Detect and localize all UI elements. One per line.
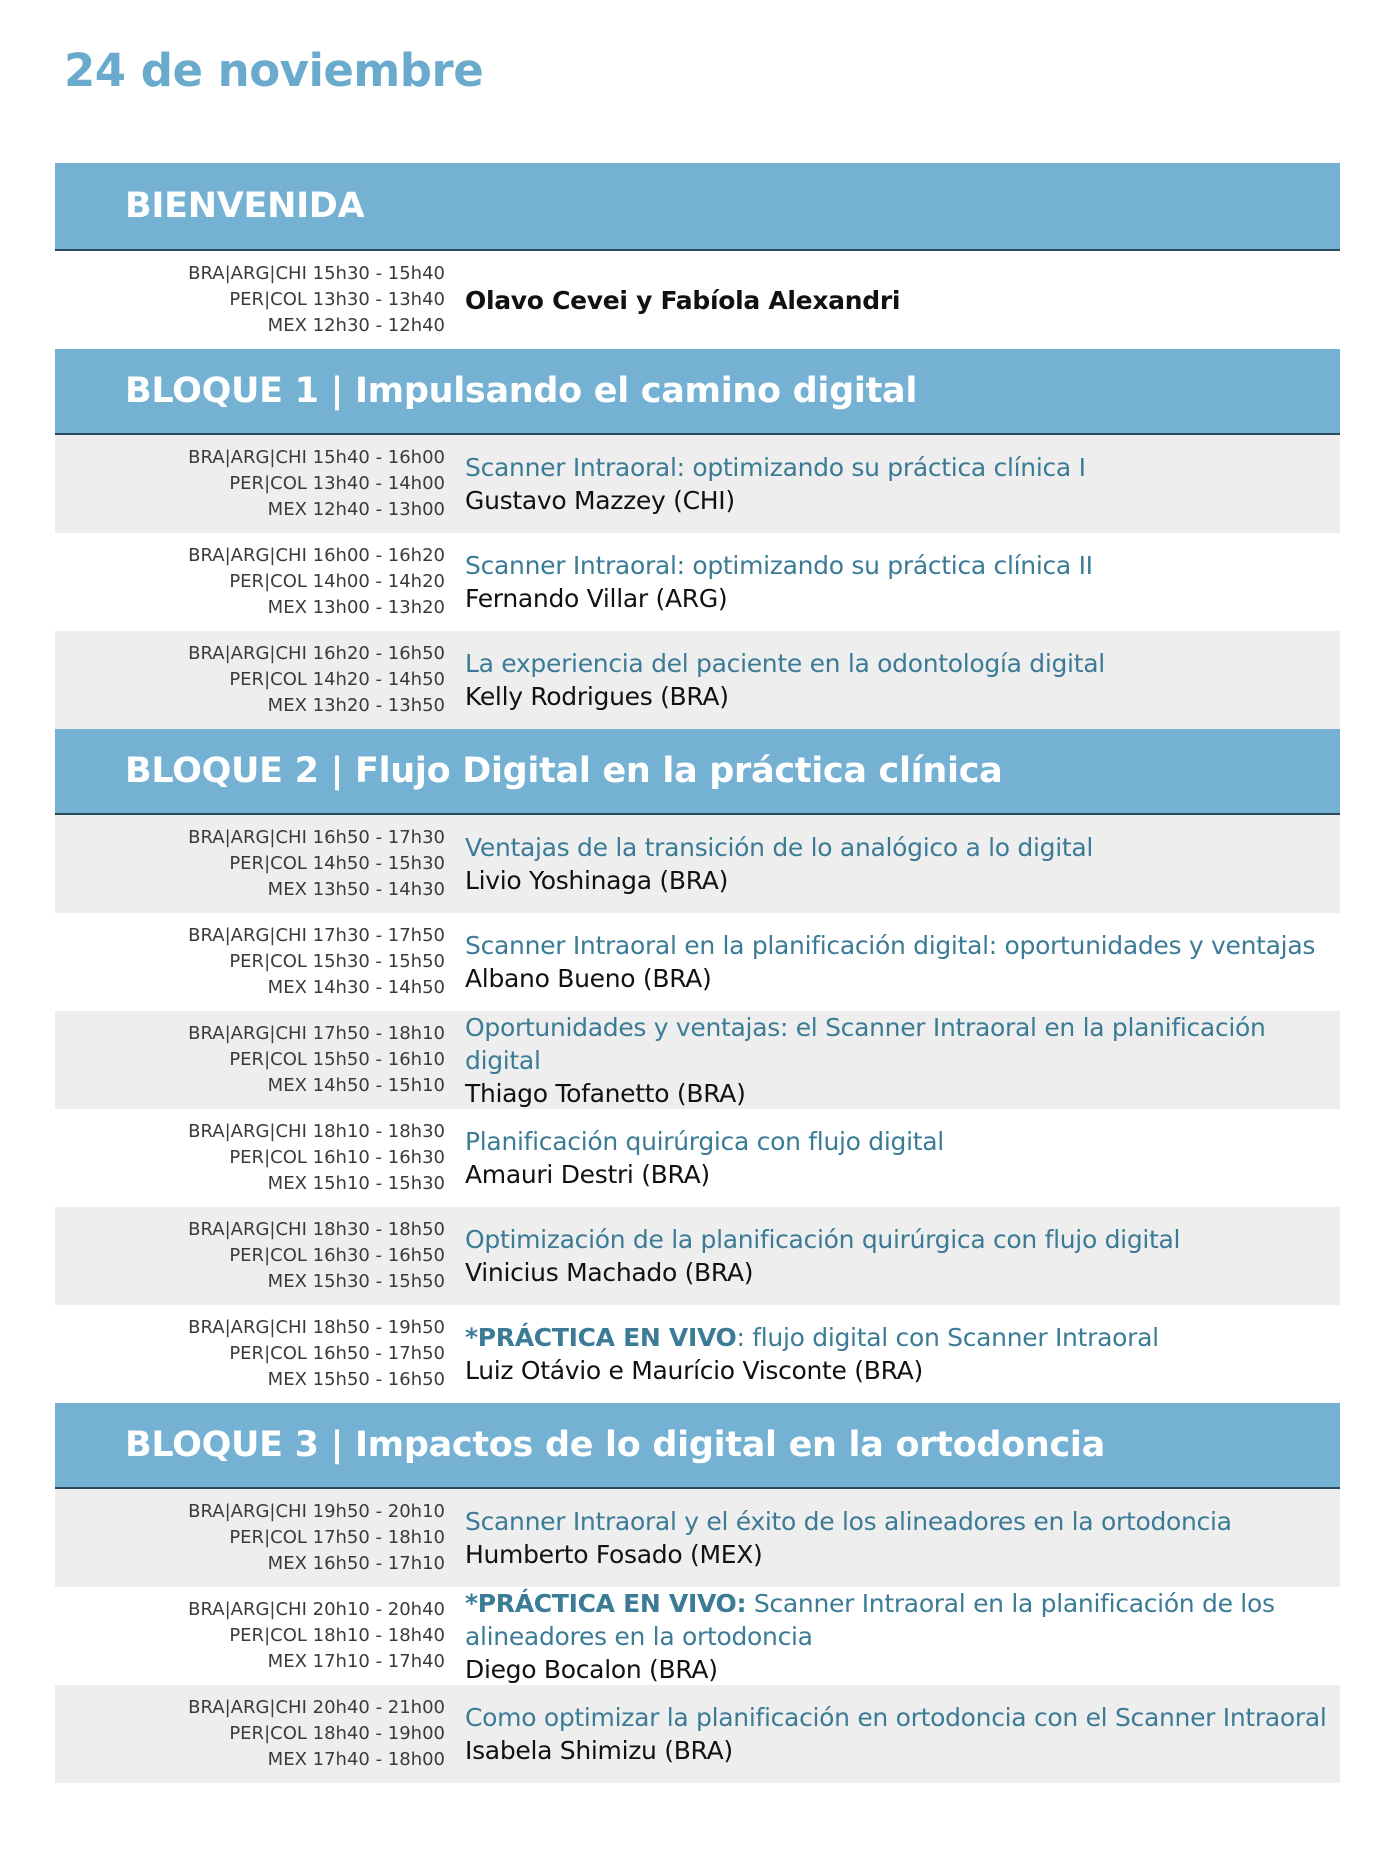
time-mex: MEX 14h30 - 14h50	[267, 977, 445, 998]
time-per-col: PER|COL 16h10 - 16h30	[229, 1147, 445, 1168]
section-header-bloque-2: BLOQUE 2 | Flujo Digital en la práctica clínica	[55, 729, 1340, 815]
time-per-col: PER|COL 15h50 - 16h10	[229, 1049, 445, 1070]
session-info	[445, 1223, 1188, 1289]
schedule	[55, 163, 1340, 1783]
session-title: Scanner Intraoral en la planificación digital: oportunidades y ventajas	[465, 931, 1316, 960]
time-bra-arg-chi: BRA|ARG|CHI 18h10 - 18h30	[188, 1121, 445, 1142]
time-bra-arg-chi: BRA|ARG|CHI 18h50 - 19h50	[188, 1317, 445, 1338]
time-per-col: PER|COL 14h00 - 14h20	[229, 571, 445, 592]
session-speaker: Gustavo Mazzey (CHI)	[465, 486, 735, 515]
session-info	[445, 451, 1094, 517]
time-per-col: PER|COL 15h30 - 15h50	[229, 951, 445, 972]
session-row	[55, 1685, 1340, 1783]
session-info	[445, 831, 1101, 897]
page-title: 24 de noviembre	[64, 44, 484, 97]
session-speaker: Isabela Shimizu (BRA)	[465, 1736, 733, 1765]
time-bra-arg-chi: BRA|ARG|CHI 20h10 - 20h40	[188, 1599, 445, 1620]
time-bra-arg-chi: BRA|ARG|CHI 18h30 - 18h50	[188, 1219, 445, 1240]
session-info	[445, 1321, 1167, 1387]
session-title	[465, 1321, 1159, 1354]
session-title: Scanner Intraoral y el éxito de los alineadores en la ortodoncia	[465, 1507, 1232, 1536]
time-mex: MEX 17h40 - 18h00	[267, 1749, 445, 1770]
live-practice-label: *PRÁCTICA EN VIVO:	[465, 1588, 747, 1618]
time-bra-arg-chi: BRA|ARG|CHI 16h00 - 16h20	[188, 545, 445, 566]
session-title: Ventajas de la transición de lo analógico a lo digital	[465, 833, 1094, 862]
session-info	[445, 1125, 952, 1191]
session-speaker: Diego Bocalon (BRA)	[465, 1654, 718, 1684]
time-bra-arg-chi: BRA|ARG|CHI 17h30 - 17h50	[188, 925, 445, 946]
time-mex: MEX 13h00 - 13h20	[267, 597, 445, 618]
session-times	[55, 641, 445, 719]
session-times	[55, 1499, 445, 1577]
session-title: Como optimizar la planificación en ortodoncia con el Scanner Intraoral	[465, 1703, 1327, 1732]
time-bra-arg-chi: BRA|ARG|CHI 16h20 - 16h50	[188, 643, 445, 664]
session-times	[55, 543, 445, 621]
session-title	[465, 1587, 1332, 1653]
session-speaker: Livio Yoshinaga (BRA)	[465, 866, 729, 895]
section-header-bienvenida: BIENVENIDA	[55, 163, 1340, 251]
time-mex: MEX 12h30 - 12h40	[267, 315, 445, 336]
session-row	[55, 1207, 1340, 1305]
session-speaker: Olavo Cevei y Fabíola Alexandri	[465, 285, 901, 315]
session-info	[445, 929, 1323, 995]
time-per-col: PER|COL 18h10 - 18h40	[229, 1625, 445, 1646]
time-per-col: PER|COL 16h50 - 17h50	[229, 1343, 445, 1364]
session-info	[445, 647, 1113, 713]
time-mex: MEX 15h30 - 15h50	[267, 1271, 445, 1292]
session-row	[55, 435, 1340, 533]
time-per-col: PER|COL 13h40 - 14h00	[229, 473, 445, 494]
time-bra-arg-chi: BRA|ARG|CHI 17h50 - 18h10	[188, 1023, 445, 1044]
session-row	[55, 1109, 1340, 1207]
time-bra-arg-chi: BRA|ARG|CHI 19h50 - 20h10	[188, 1501, 445, 1522]
session-times	[55, 445, 445, 523]
session-row	[55, 1587, 1340, 1685]
session-info	[445, 1505, 1240, 1571]
session-times	[55, 825, 445, 903]
time-per-col: PER|COL 14h50 - 15h30	[229, 853, 445, 874]
time-bra-arg-chi: BRA|ARG|CHI 16h50 - 17h30	[188, 827, 445, 848]
session-info	[445, 284, 908, 317]
time-per-col: PER|COL 16h30 - 16h50	[229, 1245, 445, 1266]
time-mex: MEX 13h20 - 13h50	[267, 695, 445, 716]
session-row	[55, 1489, 1340, 1587]
time-mex: MEX 12h40 - 13h00	[267, 499, 445, 520]
session-title: La experiencia del paciente en la odontología digital	[465, 649, 1105, 678]
section-header-bloque-1: BLOQUE 1 | Impulsando el camino digital	[55, 349, 1340, 435]
session-speaker: Luiz Otávio e Maurício Visconte (BRA)	[465, 1356, 923, 1385]
session-title: Oportunidades y ventajas: el Scanner Intraoral en la planificación digital	[465, 1012, 1266, 1075]
session-speaker: Kelly Rodrigues (BRA)	[465, 682, 729, 711]
session-title: Scanner Intraoral: optimizando su práctica clínica I	[465, 453, 1086, 482]
session-times	[55, 1217, 445, 1295]
section-header-bloque-3: BLOQUE 3 | Impactos de lo digital en la ortodoncia	[55, 1403, 1340, 1489]
session-speaker: Vinicius Machado (BRA)	[465, 1258, 754, 1287]
time-mex: MEX 13h50 - 14h30	[267, 879, 445, 900]
time-bra-arg-chi: BRA|ARG|CHI 15h30 - 15h40	[188, 263, 445, 284]
session-info	[445, 1587, 1340, 1686]
session-welcome	[55, 251, 1340, 349]
session-speaker: Humberto Fosado (MEX)	[465, 1540, 763, 1569]
time-per-col: PER|COL 14h20 - 14h50	[229, 669, 445, 690]
session-title-text: : flujo digital con Scanner Intraoral	[736, 1323, 1159, 1352]
session-title: Scanner Intraoral: optimizando su práctica clínica II	[465, 551, 1093, 580]
session-title: Planificación quirúrgica con flujo digital	[465, 1127, 944, 1156]
session-title: Optimización de la planificación quirúrgica con flujo digital	[465, 1225, 1181, 1254]
session-row	[55, 533, 1340, 631]
session-row	[55, 815, 1340, 913]
time-mex: MEX 16h50 - 17h10	[267, 1553, 445, 1574]
time-bra-arg-chi: BRA|ARG|CHI 15h40 - 16h00	[188, 447, 445, 468]
session-times	[55, 1119, 445, 1197]
session-times	[55, 923, 445, 1001]
session-times	[55, 1315, 445, 1393]
session-title-text: Scanner Intraoral en la planificación de los alineadores en la ortodoncia	[465, 1588, 1275, 1651]
session-speaker: Amauri Destri (BRA)	[465, 1160, 710, 1189]
session-times	[55, 261, 445, 339]
session-speaker: Thiago Tofanetto (BRA)	[465, 1078, 746, 1108]
time-per-col: PER|COL 13h30 - 13h40	[229, 289, 445, 310]
session-info	[445, 1011, 1340, 1110]
live-practice-label: *PRÁCTICA EN VIVO	[465, 1323, 737, 1352]
time-per-col: PER|COL 18h40 - 19h00	[229, 1723, 445, 1744]
session-row	[55, 1305, 1340, 1403]
session-info	[445, 1701, 1335, 1767]
time-mex: MEX 15h50 - 16h50	[267, 1369, 445, 1390]
session-row	[55, 913, 1340, 1011]
time-mex: MEX 15h10 - 15h30	[267, 1173, 445, 1194]
time-mex: MEX 14h50 - 15h10	[267, 1075, 445, 1096]
session-info	[445, 549, 1101, 615]
session-speaker: Fernando Villar (ARG)	[465, 584, 728, 613]
session-speaker: Albano Bueno (BRA)	[465, 964, 712, 993]
session-times	[55, 1695, 445, 1773]
time-mex: MEX 17h10 - 17h40	[267, 1651, 445, 1672]
time-per-col: PER|COL 17h50 - 18h10	[229, 1527, 445, 1548]
session-row	[55, 631, 1340, 729]
session-times	[55, 1597, 445, 1675]
time-bra-arg-chi: BRA|ARG|CHI 20h40 - 21h00	[188, 1697, 445, 1718]
session-times	[55, 1021, 445, 1099]
session-row	[55, 1011, 1340, 1109]
